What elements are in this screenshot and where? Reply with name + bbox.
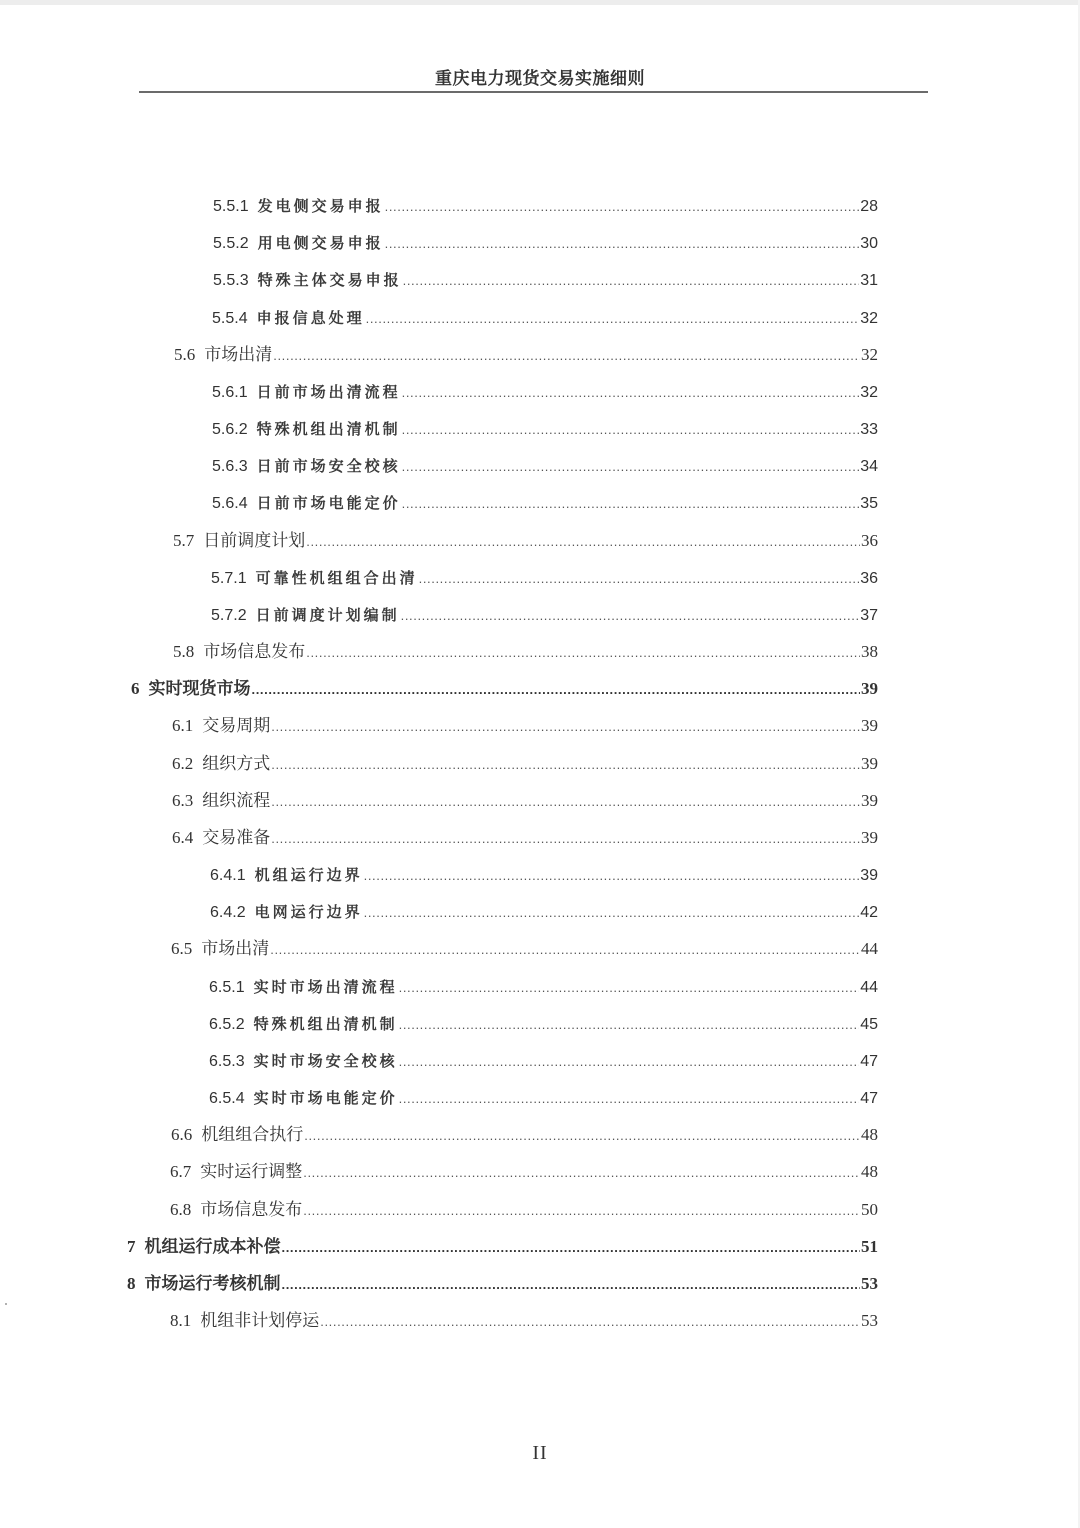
toc-entry-title: 组织方式 bbox=[202, 754, 271, 774]
toc-dot-leader bbox=[419, 566, 860, 591]
toc-entry-title: 特殊主体交易申报 bbox=[257, 271, 402, 289]
toc-dot-leader bbox=[399, 975, 860, 1000]
toc-entry-number: 5.5.1 bbox=[213, 198, 249, 215]
toc-entry-title: 特殊机组出清机制 bbox=[253, 1015, 398, 1033]
toc-entry-number: 5.6 bbox=[174, 345, 196, 364]
toc-entry-title: 实时运行调整 bbox=[200, 1162, 303, 1182]
toc-dot-leader bbox=[282, 1272, 861, 1297]
toc-entry-page: 39 bbox=[861, 679, 878, 698]
toc-entry-title: 特殊机组出清机制 bbox=[256, 420, 401, 438]
toc-entry-number: 5.5.4 bbox=[212, 310, 248, 327]
toc-entry-title: 市场出清 bbox=[204, 345, 273, 365]
toc-entry[interactable] bbox=[172, 713, 878, 739]
toc-entry-page: 39 bbox=[861, 828, 878, 847]
toc-entry-number: 5.5.2 bbox=[213, 235, 249, 252]
toc-dot-leader bbox=[385, 194, 860, 219]
toc-entry-number: 5.7 bbox=[173, 531, 195, 550]
toc-entry-number: 5.7.2 bbox=[211, 607, 247, 624]
toc-entry-page: 53 bbox=[861, 1274, 878, 1293]
toc-entry[interactable] bbox=[213, 193, 878, 219]
toc-entry-number: 6.5 bbox=[171, 939, 193, 958]
toc-entry-number: 6.4.1 bbox=[210, 867, 246, 884]
toc-entry-number: 6 bbox=[131, 679, 140, 698]
toc-dot-leader bbox=[303, 1198, 860, 1223]
toc-entry-page: 50 bbox=[861, 1200, 878, 1219]
toc-entry[interactable] bbox=[173, 639, 878, 665]
toc-entry-title: 机组非计划停运 bbox=[200, 1311, 320, 1331]
toc-entry[interactable] bbox=[172, 788, 878, 814]
toc-entry[interactable] bbox=[213, 267, 878, 293]
toc-entry[interactable] bbox=[212, 453, 878, 479]
toc-entry[interactable] bbox=[172, 825, 878, 851]
toc-entry-number: 7 bbox=[127, 1237, 136, 1256]
toc-entry-number: 6.4 bbox=[172, 828, 194, 847]
toc-dot-leader bbox=[399, 1086, 860, 1111]
toc-entry-number: 5.6.4 bbox=[212, 495, 248, 512]
toc-entry-title: 实时市场出清流程 bbox=[253, 978, 398, 996]
toc-entry-number: 5.7.1 bbox=[211, 570, 247, 587]
toc-entry-page: 48 bbox=[861, 1162, 878, 1181]
toc-dot-leader bbox=[385, 231, 860, 256]
toc-entry-title: 日前市场安全校核 bbox=[256, 457, 401, 475]
toc-dot-leader bbox=[320, 1309, 860, 1334]
toc-entry-page: 36 bbox=[860, 570, 878, 587]
toc-entry[interactable] bbox=[172, 751, 878, 777]
toc-entry-page: 28 bbox=[860, 198, 878, 215]
toc-entry-title: 日前调度计划编制 bbox=[255, 606, 400, 624]
toc-entry-page: 34 bbox=[860, 458, 878, 475]
toc-dot-leader bbox=[306, 529, 860, 554]
toc-entry-page: 36 bbox=[861, 531, 878, 550]
toc-entry-page: 47 bbox=[860, 1090, 878, 1107]
toc-entry[interactable] bbox=[210, 899, 878, 925]
toc-entry[interactable] bbox=[127, 1271, 878, 1297]
toc-entry[interactable] bbox=[211, 602, 878, 628]
toc-entry-page: 37 bbox=[860, 607, 878, 624]
toc-entry-page: 48 bbox=[861, 1125, 878, 1144]
toc-entry-number: 5.6.2 bbox=[212, 421, 248, 438]
toc-dot-leader bbox=[402, 380, 860, 405]
toc-entry[interactable] bbox=[212, 416, 878, 442]
toc-dot-leader bbox=[273, 343, 860, 368]
toc-entry-number: 6.5.3 bbox=[209, 1053, 245, 1070]
toc-entry[interactable] bbox=[173, 528, 878, 554]
toc-entry-title: 市场信息发布 bbox=[203, 642, 306, 662]
toc-dot-leader bbox=[252, 677, 861, 702]
toc-entry[interactable] bbox=[127, 1234, 878, 1260]
toc-entry[interactable] bbox=[171, 1122, 878, 1148]
toc-entry-page: 53 bbox=[861, 1311, 878, 1330]
toc-entry-page: 32 bbox=[861, 345, 878, 364]
toc-entry[interactable] bbox=[170, 1308, 878, 1334]
toc-dot-leader bbox=[306, 640, 860, 665]
toc-entry-number: 6.5.2 bbox=[209, 1016, 245, 1033]
toc-entry-page: 42 bbox=[860, 904, 878, 921]
toc-entry[interactable] bbox=[171, 936, 878, 962]
toc-entry-title: 组织流程 bbox=[202, 791, 271, 811]
toc-dot-leader bbox=[402, 454, 860, 479]
toc-entry-title: 交易周期 bbox=[202, 716, 271, 736]
toc-dot-leader bbox=[366, 306, 860, 331]
toc-entry-title: 日前市场出清流程 bbox=[256, 383, 401, 401]
toc-entry-page: 39 bbox=[860, 867, 878, 884]
toc-entry-title: 用电侧交易申报 bbox=[257, 234, 384, 252]
toc-entry-page: 32 bbox=[860, 310, 878, 327]
toc-dot-leader bbox=[402, 491, 860, 516]
toc-entry-title: 可靠性机组组合出清 bbox=[255, 569, 418, 587]
toc-dot-leader bbox=[304, 1123, 860, 1148]
toc-dot-leader bbox=[271, 752, 860, 777]
toc-dot-leader bbox=[402, 417, 860, 442]
toc-entry[interactable] bbox=[174, 342, 878, 368]
toc-entry-title: 市场运行考核机制 bbox=[144, 1274, 281, 1294]
toc-dot-leader bbox=[271, 826, 860, 851]
toc-entry[interactable] bbox=[212, 490, 878, 516]
toc-entry-page: 35 bbox=[860, 495, 878, 512]
page-number: II bbox=[532, 1442, 548, 1464]
toc-entry[interactable] bbox=[209, 1085, 878, 1111]
running-header-title: 重庆电力现货交易实施细则 bbox=[435, 69, 645, 89]
toc-entry[interactable] bbox=[170, 1197, 878, 1223]
toc-dot-leader bbox=[364, 863, 860, 888]
toc-entry-page: 51 bbox=[861, 1237, 878, 1256]
toc-entry-page: 39 bbox=[861, 716, 878, 735]
toc-entry-title: 交易准备 bbox=[202, 828, 271, 848]
toc-entry-page: 39 bbox=[861, 791, 878, 810]
toc-entry-title: 日前市场电能定价 bbox=[256, 494, 401, 512]
toc-entry-page: 33 bbox=[860, 421, 878, 438]
toc-entry-title: 机组运行成本补偿 bbox=[144, 1237, 281, 1257]
toc-entry-number: 6.4.2 bbox=[210, 904, 246, 921]
toc-entry-number: 5.5.3 bbox=[213, 272, 249, 289]
toc-entry-number: 6.5.4 bbox=[209, 1090, 245, 1107]
toc-dot-leader bbox=[399, 1012, 860, 1037]
toc-entry-number: 5.6.3 bbox=[212, 458, 248, 475]
toc-entry-number: 5.6.1 bbox=[212, 384, 248, 401]
toc-entry-title: 电网运行边界 bbox=[254, 903, 363, 921]
toc-entry-title: 日前调度计划 bbox=[203, 531, 306, 551]
toc-entry[interactable] bbox=[210, 862, 878, 888]
toc-entry[interactable] bbox=[170, 1159, 878, 1185]
toc-entry-number: 6.6 bbox=[171, 1125, 193, 1144]
toc-entry-title: 申报信息处理 bbox=[256, 309, 365, 327]
toc-entry-page: 45 bbox=[860, 1016, 878, 1033]
toc-entry-number: 6.3 bbox=[172, 791, 194, 810]
toc-entry[interactable] bbox=[209, 1011, 878, 1037]
scan-speck bbox=[5, 1303, 7, 1305]
toc-entry-number: 8.1 bbox=[170, 1311, 192, 1330]
toc-entry-title: 实时市场电能定价 bbox=[253, 1089, 398, 1107]
toc-entry-number: 8 bbox=[127, 1274, 136, 1293]
toc-entry-number: 6.5.1 bbox=[209, 979, 245, 996]
toc-dot-leader bbox=[271, 714, 860, 739]
toc-entry-page: 44 bbox=[861, 939, 878, 958]
toc-entry-number: 5.8 bbox=[173, 642, 195, 661]
toc-dot-leader bbox=[271, 789, 860, 814]
toc-entry-number: 6.1 bbox=[172, 716, 194, 735]
toc-entry[interactable] bbox=[212, 305, 878, 331]
toc-entry[interactable] bbox=[209, 1048, 878, 1074]
toc-entry-page: 38 bbox=[861, 642, 878, 661]
toc-entry-title: 实时市场安全校核 bbox=[253, 1052, 398, 1070]
toc-dot-leader bbox=[403, 268, 860, 293]
toc-entry-page: 47 bbox=[860, 1053, 878, 1070]
toc-entry-title: 市场信息发布 bbox=[200, 1200, 303, 1220]
toc-entry-title: 实时现货市场 bbox=[148, 679, 251, 699]
toc-entry-title: 机组组合执行 bbox=[201, 1125, 304, 1145]
toc-entry-title: 发电侧交易申报 bbox=[257, 197, 384, 215]
toc-dot-leader bbox=[282, 1235, 861, 1260]
toc-entry[interactable] bbox=[213, 230, 878, 256]
toc-dot-leader bbox=[364, 900, 860, 925]
toc-entry[interactable] bbox=[209, 974, 878, 1000]
toc-entry[interactable] bbox=[212, 379, 878, 405]
toc-dot-leader bbox=[399, 1049, 860, 1074]
toc-dot-leader bbox=[270, 937, 860, 962]
toc-entry-title: 市场出清 bbox=[201, 939, 270, 959]
toc-entry[interactable] bbox=[131, 676, 878, 702]
toc-entry-title: 机组运行边界 bbox=[254, 866, 363, 884]
toc-entry-page: 39 bbox=[861, 754, 878, 773]
toc-entry[interactable] bbox=[211, 565, 878, 591]
toc-entry-number: 6.2 bbox=[172, 754, 194, 773]
toc-dot-leader bbox=[401, 603, 860, 628]
toc-entry-page: 44 bbox=[860, 979, 878, 996]
toc-entry-number: 6.7 bbox=[170, 1162, 192, 1181]
toc-entry-page: 30 bbox=[860, 235, 878, 252]
toc-entry-page: 31 bbox=[860, 272, 878, 289]
toc-dot-leader bbox=[303, 1160, 860, 1185]
toc-entry-number: 6.8 bbox=[170, 1200, 192, 1219]
toc-entry-page: 32 bbox=[860, 384, 878, 401]
